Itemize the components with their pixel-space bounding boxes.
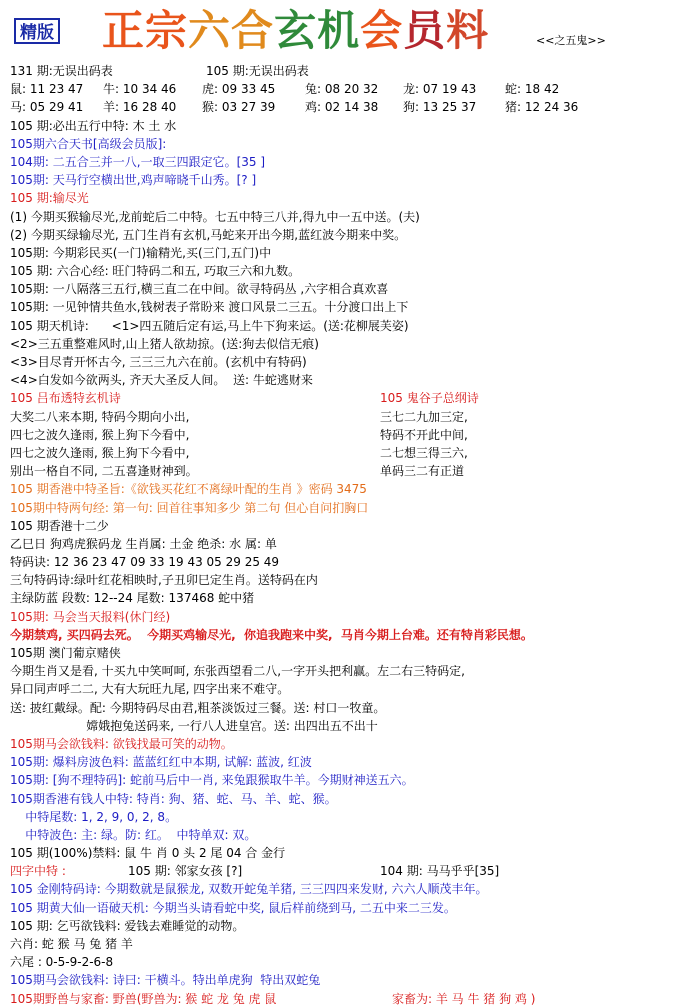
title-char: 合 xyxy=(231,6,275,55)
zodiac-number-cell: 鼠: 11 23 47 xyxy=(10,82,84,97)
line-text: 105期六合天书[高级会员版]: xyxy=(10,136,167,151)
zodiac-number-cell: 兔: 08 20 32 xyxy=(305,82,379,97)
line-text: 105 期(100%)禁料: 鼠 牛 肖 0 头 2 尾 04 合 金行 xyxy=(10,846,286,861)
zodiac-number-cell: 羊: 16 28 40 xyxy=(103,100,177,115)
line-text: 105 金刚特码诗: 今期数就是鼠猴龙, 双数开蛇兔羊猪, 三三四四来发财, 六六人顺茂丰年。 xyxy=(10,882,488,897)
line-text: 105 期: 六合心经: 旺门特码二和五, 巧取三六和九数。 xyxy=(10,264,301,279)
line-column-text: 别出一格自不同, 二五喜逢财神到。 xyxy=(10,464,198,479)
text-line xyxy=(10,662,674,680)
zodiac-number-cell: 猴: 03 27 39 xyxy=(202,100,276,115)
version-badge: 精版 xyxy=(14,18,60,44)
text-line xyxy=(10,444,674,462)
text-line xyxy=(10,499,674,517)
text-line xyxy=(10,480,674,498)
line-text: (1) 今期买猴输尽光,龙前蛇后二中特。七五中特三八并,得九中一五中送。(夫) xyxy=(10,209,420,224)
line-column-text: 二七想三得三六, xyxy=(380,445,468,460)
text-line xyxy=(10,990,674,1008)
line-column-text: 104 期: 马马乎乎[35] xyxy=(380,864,500,879)
line-text: 105期 澳门葡京赌侠 xyxy=(10,646,121,660)
line-column-text: 105期野兽与家畜: 野兽(野兽为: 猴 蛇 龙 兔 虎 鼠 xyxy=(10,991,277,1006)
text-line xyxy=(10,535,674,553)
text-line xyxy=(10,153,674,171)
line-column-text: 四七之波久逢雨, 猴上狗下今看中, xyxy=(10,427,190,442)
line-text: 六肖: 蛇 猴 马 兔 猪 羊 xyxy=(10,937,133,951)
text-line xyxy=(10,844,674,862)
line-text: 105期: [狗不理特码]: 蛇前马后中一肖, 来兔跟猴取牛羊。今期财神送五六。 xyxy=(10,773,414,788)
text-line xyxy=(10,826,674,844)
line-text: 主绿防蓝 段数: 12--24 尾数: 137468 蛇中猪 xyxy=(10,591,255,606)
line-text: 今期生肖又是看, 十买九中笑呵呵, 东张西望看二八,一字开头把利赢。左二右三特码定, xyxy=(10,664,465,679)
line-text: 嫦娥抱兔送码来, 一行八人进皇宫。送: 出四出五不出十 xyxy=(10,718,378,733)
zodiac-number-cell: 虎: 09 33 45 xyxy=(202,82,276,97)
line-text: 105 期天机诗: <1>四五随后定有运,马上牛下狗来运。(送:花柳展芙姿) xyxy=(10,318,409,333)
text-line xyxy=(10,208,674,226)
line-text: 异口同声呼二二, 大有大玩旺九尾, 四字出来不难守。 xyxy=(10,682,290,697)
line-text: 今期禁鸡, 买四码去死。 今期买鸡输尽光, 你追我跑来中奖, 马肖今期上台难。还有特肖彩民想。 xyxy=(10,627,533,642)
line-text: 105 期:输尽光 xyxy=(10,191,89,206)
text-line xyxy=(10,335,674,353)
line-text: 中特尾数: 1, 2, 9, 0, 2, 8。 xyxy=(10,809,178,824)
line-text: 105期马会欲钱料: 欲钱找最可笑的动物。 xyxy=(10,736,233,751)
line-text: 105 期:必出五行中特: 木 土 水 xyxy=(10,118,177,133)
line-text: 105期香港有钱人中特: 特肖: 狗、猪、蛇、马、羊、蛇、猴。 xyxy=(10,791,337,806)
text-line xyxy=(10,880,674,898)
title-char: 六 xyxy=(188,6,232,55)
line-text: 特码诀: 12 36 23 47 09 33 19 43 05 29 25 49 xyxy=(10,555,280,570)
text-line xyxy=(10,790,674,808)
page-title xyxy=(102,6,489,56)
line-text: 105期: 天马行空横出世,鸡声啼晓千山秀。[? ] xyxy=(10,173,257,188)
text-line xyxy=(10,953,674,971)
line-text: <3>目尽青开怀古今, 三三三九六在前。(玄机中有特码) xyxy=(10,355,307,369)
zodiac-number-cell: 蛇: 18 42 xyxy=(505,82,560,97)
line-column-text: 四字中特 : xyxy=(10,864,66,879)
text-line xyxy=(10,371,674,389)
text-line xyxy=(10,917,674,935)
title-char: 玄 xyxy=(274,6,318,55)
text-line xyxy=(10,589,674,607)
line-text: 乙巳日 狗鸡虎猴码龙 生肖属: 土金 绝杀: 水 属: 单 xyxy=(10,536,277,551)
content-lines xyxy=(10,62,674,1008)
line-text: 105期马会欲钱料: 诗曰: 干横斗。特出单虎狗 特出双蛇兔 xyxy=(10,973,321,988)
text-line xyxy=(10,117,674,135)
text-line xyxy=(10,80,674,98)
line-column-text: 105 期: 邻家女孩 [?] xyxy=(128,864,243,879)
line-text: 105期: 一见钟情共鱼水,钱树表子常盼来 渡口风景二三五。十分渡口出上下 xyxy=(10,300,409,315)
text-line xyxy=(10,717,674,735)
text-line xyxy=(10,517,674,535)
line-column-text: 105 鬼谷子总纲诗 xyxy=(380,391,479,406)
line-text: 105期: 马会当天报料(休门经) xyxy=(10,609,171,624)
line-text: 105期: 一八隔落三五行,横三直二在中间。欲寻特码丛 ,六字相合真欢喜 xyxy=(10,282,389,297)
text-line xyxy=(10,899,674,917)
line-text: 三句特码诗:绿叶红花相映时,子丑卯巳定生肖。送特码在内 xyxy=(10,573,318,588)
line-text: 中特波色: 主: 绿。防: 红。 中特单双: 双。 xyxy=(10,827,257,842)
line-text: 105 期: 乞丐欲钱料: 爱钱去难睡觉的动物。 xyxy=(10,918,245,933)
line-text: 104期: 二五合三并一八,一取三四跟定它。[35 ] xyxy=(10,154,266,169)
zodiac-number-cell: 猪: 12 24 36 xyxy=(505,100,579,115)
line-column-text: 单码三二有正道 xyxy=(380,464,465,479)
text-line xyxy=(10,98,674,116)
title-char: 正 xyxy=(102,6,146,55)
text-line xyxy=(10,171,674,189)
line-text: (2) 今期买绿输尽光, 五门生肖有玄机,马蛇来开出今期,蓝红波今期来中奖。 xyxy=(10,227,407,242)
text-line xyxy=(10,353,674,371)
line-text: 105期: 今期彩民买(一门)输精光,买(三门,五门)中 xyxy=(10,245,272,260)
line-text: 105 期黄大仙一语破天机: 今期当头请看蛇中奖, 鼠后样前绕到马, 二五中来二三发。 xyxy=(10,900,456,915)
text-line xyxy=(10,626,674,644)
title-char: 宗 xyxy=(145,6,189,55)
line-text: 105 期香港中特圣旨:《欲钱买花红不离绿叶配的生肖 》密码 3475 xyxy=(10,482,367,497)
text-line xyxy=(10,862,674,880)
text-line xyxy=(10,244,674,262)
text-line xyxy=(10,553,674,571)
text-line xyxy=(10,226,674,244)
text-line xyxy=(10,189,674,207)
text-line xyxy=(10,408,674,426)
text-line xyxy=(10,935,674,953)
line-column-text: 131 期:无误出码表 xyxy=(10,64,113,78)
zodiac-number-cell: 马: 05 29 41 xyxy=(10,100,84,115)
line-text: <2>三五重整难风时,山上猪人欲劫掠。(送:狗去似信无痕) xyxy=(10,336,319,351)
author-tag: <<之五鬼>> xyxy=(536,34,606,47)
zodiac-number-cell: 鸡: 02 14 38 xyxy=(305,100,379,115)
text-line xyxy=(10,571,674,589)
title-char: 料 xyxy=(446,6,490,55)
text-line xyxy=(10,608,674,626)
text-line xyxy=(10,135,674,153)
line-column-text: 大奖二八来本期, 特码今期向小出, xyxy=(10,409,190,424)
line-text: 105期: 爆料房波色料: 蓝蓝红红中本期, 试解: 蓝波, 红波 xyxy=(10,755,312,770)
line-text: 105 期香港十二少 xyxy=(10,518,109,533)
text-line xyxy=(10,971,674,989)
text-line xyxy=(10,317,674,335)
text-line xyxy=(10,426,674,444)
text-line xyxy=(10,298,674,316)
text-line xyxy=(10,644,674,662)
text-line xyxy=(10,389,674,407)
line-column-text: 105 吕布透特玄机诗 xyxy=(10,391,121,406)
line-text: 六尾 : 0-5-9-2-6-8 xyxy=(10,955,114,970)
zodiac-number-cell: 狗: 13 25 37 xyxy=(403,100,477,115)
zodiac-number-cell: 龙: 07 19 43 xyxy=(403,82,477,97)
text-line xyxy=(10,262,674,280)
line-text: <4>白发如今欲两头, 齐天大圣反人间。 送: 牛蛇逃财来 xyxy=(10,373,313,388)
zodiac-number-cell: 牛: 10 34 46 xyxy=(103,82,177,97)
line-column-text: 四七之波久逢雨, 猴上狗下今看中, xyxy=(10,445,190,460)
text-line xyxy=(10,462,674,480)
page-header xyxy=(0,0,679,60)
line-column-text: 三七二九加三定, xyxy=(380,409,468,424)
line-text: 105期中特两句经: 第一句: 回首往事知多少 第二句 但心自问扪胸口 xyxy=(10,500,369,515)
text-line xyxy=(10,680,674,698)
text-line xyxy=(10,753,674,771)
line-column-text: 家畜为: 羊 马 牛 猪 狗 鸡 ) xyxy=(392,991,536,1006)
text-line xyxy=(10,699,674,717)
line-text: 送: 披红戴绿。配: 今期特码尽由君,粗茶淡饭过三餐。送: 村口一牧童。 xyxy=(10,700,386,715)
text-line xyxy=(10,735,674,753)
title-char: 员 xyxy=(403,6,447,55)
line-column-text: 105 期:无误出码表 xyxy=(206,64,309,78)
title-char: 机 xyxy=(317,6,361,55)
line-column-text: 特码不开此中间, xyxy=(380,427,468,442)
title-char: 会 xyxy=(360,6,404,55)
text-line xyxy=(10,62,674,80)
text-line xyxy=(10,280,674,298)
text-line xyxy=(10,771,674,789)
text-line xyxy=(10,808,674,826)
